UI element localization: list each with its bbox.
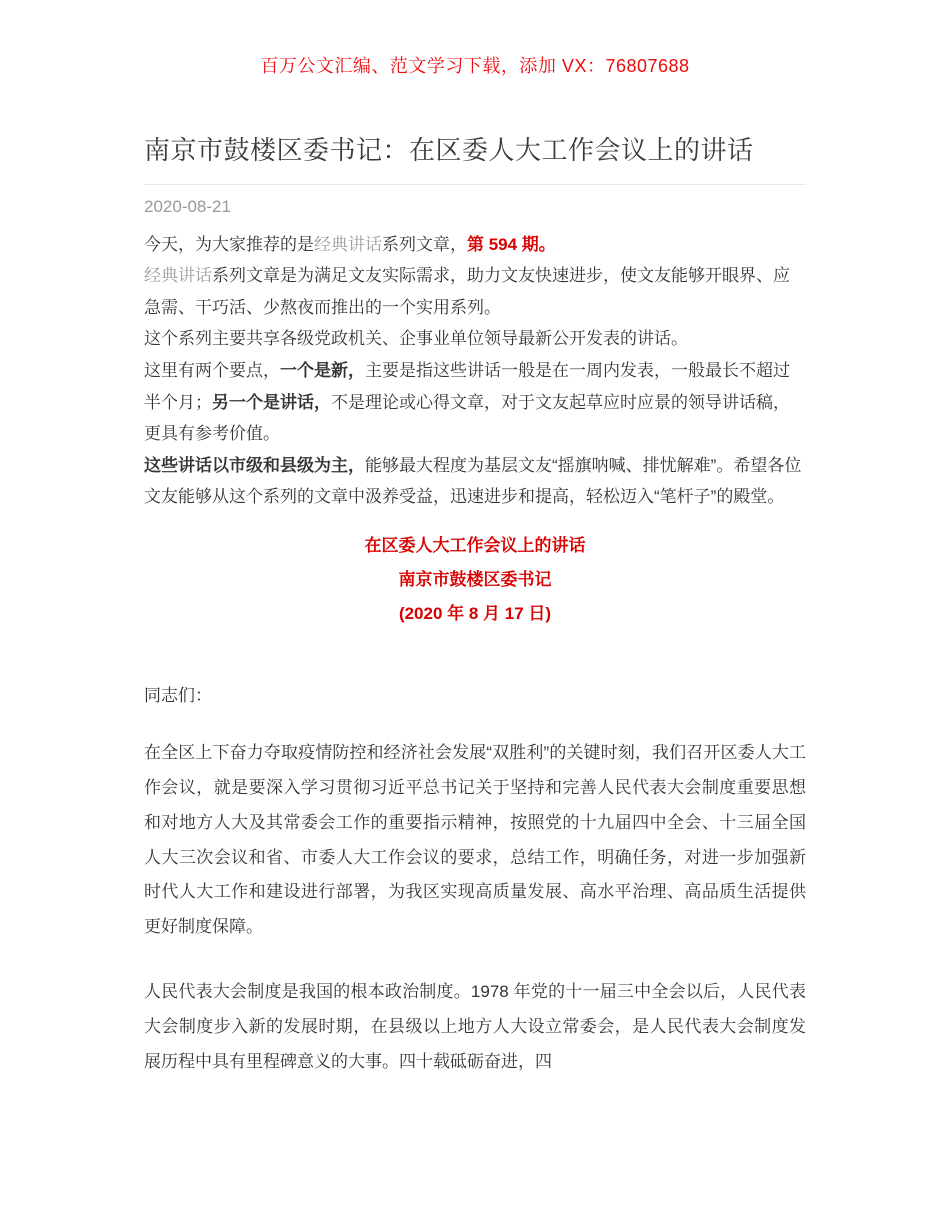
intro-text: 今天，为大家推荐的是 (144, 234, 314, 254)
intro-text: 这里有两个要点， (144, 360, 280, 380)
intro-text: 系列文章是为满足文友实际需求，助力文友快速进步，使文友能够开眼界、应急需、干巧活、少熬夜而推出的一个实用系列。 (144, 266, 790, 317)
page-title: 南京市鼓楼区委书记：在区委人大工作会议上的讲话 (144, 135, 754, 165)
intro-paragraph-4 (144, 355, 806, 450)
intro-text: 能够最大程度为基层文友“摇旗呐喊、排忧解难”。希望各位文友能够从这个系列的文章中汲养受益，迅速进步和提高，轻松迈入“笔杆子”的殿堂。 (144, 455, 802, 507)
intro-paragraph-2 (144, 260, 806, 323)
intro-paragraph-5 (144, 450, 806, 513)
intro-text: 主要是指这些讲话一般是在一周内发表，一般最长不超过半个月； (144, 360, 790, 412)
intro-paragraph-3 (144, 323, 806, 355)
intro-text: 系列文章， (382, 234, 467, 254)
series-name: 经典讲话 (144, 266, 212, 286)
speech-paragraph: 在全区上下奋力夺取疫情防控和经济社会发展“双胜利”的关键时刻，我们召开区委人大工作会议，就是要深入学习贯彻习近平总书记关于坚持和完善人民代表大会制度重要思想和对地方人大及其常委会工作的重要指示精神，按照党的十九届四中全会、十三届全国人大三次会议和省、市委人大工作会议的要求，总结工作，明确任务，对进一步加强新时代人大工作和建设进行部署，为我区实现高质量发展、高水平治理、高品质生活提供更好制度保障。 (144, 742, 806, 937)
key-point-new: 一个是新， (280, 360, 365, 380)
speech-title: 在区委人大工作会议上的讲话 (364, 535, 586, 555)
article-date: 2020-08-21 (144, 196, 231, 216)
intro-text: 不是理论或心得文章，对于文友起草应时应景的领导讲话稿，更具有参考价值。 (144, 392, 790, 444)
issue-number: 第 594 期。 (467, 234, 556, 254)
series-name: 经典讲话 (314, 234, 382, 254)
promo-banner (0, 0, 950, 78)
salutation: 同志们： (144, 685, 212, 705)
promo-banner-text: 百万公文汇编、范文学习下载，添加 VX：76807688 (260, 56, 690, 76)
intro-text: 这个系列主要共享各级党政机关、企事业单位领导最新公开发表的讲话。 (144, 329, 688, 349)
speech-heading (144, 529, 806, 631)
key-point-speech: 另一个是讲话， (212, 392, 331, 412)
scope-note: 这些讲话以市级和县级为主， (144, 455, 365, 475)
title-divider (144, 184, 806, 185)
speech-author: 南京市鼓楼区委书记 (398, 569, 552, 589)
speech-paragraphs (144, 736, 806, 1080)
intro-paragraph-1 (144, 229, 806, 261)
speech-date: (2020 年 8 月 17 日) (398, 603, 552, 623)
intro-section (144, 229, 806, 513)
speech-paragraph: 人民代表大会制度是我国的根本政治制度。1978 年党的十一届三中全会以后，人民代表大会制度步入新的发展时期，在县级以上地方人大设立常委会，是人民代表大会制度发展历程中具有里程碑意义的大事。四十载砥砺奋进，四 (144, 982, 806, 1071)
article-container (144, 134, 806, 1080)
